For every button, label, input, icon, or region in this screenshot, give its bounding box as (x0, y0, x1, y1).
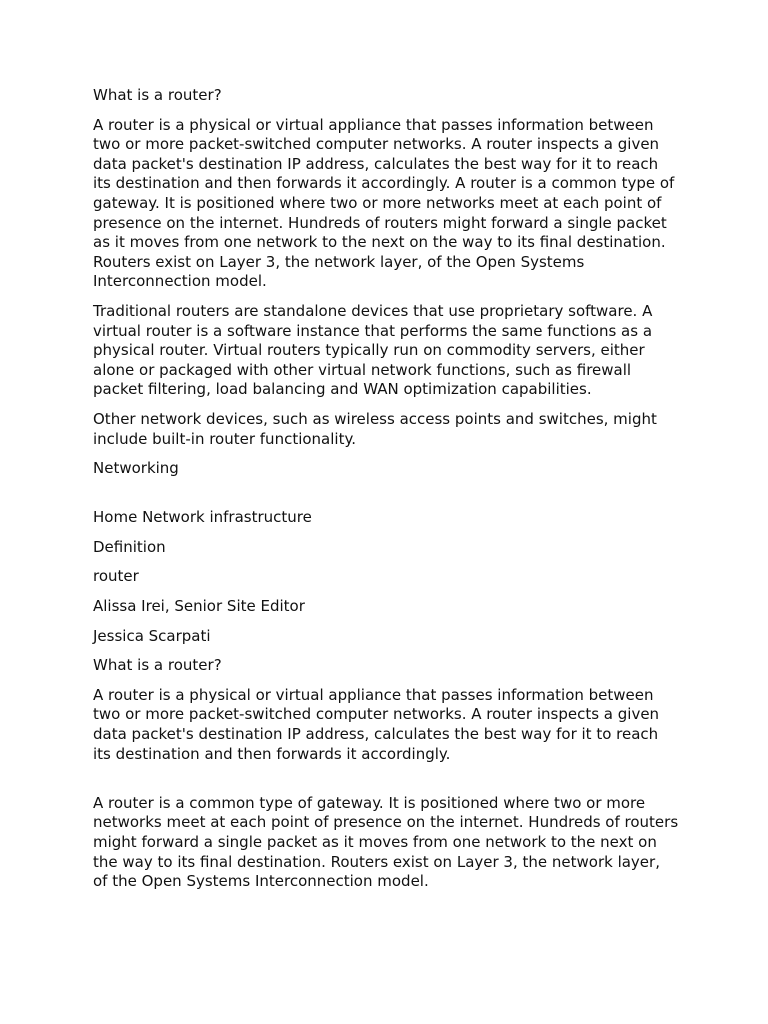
paragraph-gateway: A router is a common type of gateway. It is positioned where two or more networks meet at each point of presence on the internet. Hundreds of routers might forward a single packet as it moves from one network to the next on the way to its final destination. Routers exist on Layer 3, the network layer, of the Open Systems Interconnection model. (93, 793, 679, 891)
definition-label: Definition (93, 537, 166, 556)
paragraph-traditional-routers: Traditional routers are standalone devices that use proprietary software. A virtual router is a software instance that performs the same functions as a physical router. Virtual routers typically run on commodity servers, either alone or packaged with other virtual network functions, such as firewall packet filtering, load balancing and WAN optimization capabilities. (93, 301, 653, 399)
paragraph-router-definition: A router is a physical or virtual appliance that passes information between two or more packet-switched computer networks. A router inspects a given data packet's destination IP address, calculates the best way for it to reach its destination and then forwards it accordingly. A router is a common type of gateway. It is positioned where two or more networks meet at each point of presence on the internet. Hundreds of routers might forward a single packet as it moves from one network to the next on the way to its final destination. Routers exist on Layer 3, the network layer, of the Open Systems Interconnection model. (93, 115, 675, 291)
term-label: router (93, 567, 139, 586)
author-secondary: Jessica Scarpati (93, 626, 211, 645)
paragraph-router-definition-short: A router is a physical or virtual appliance that passes information between two or more packet-switched computer networks. A router inspects a given data packet's destination IP address, calculates the best way for it to reach its destination and then forwards it accordingly. (93, 685, 660, 763)
author-primary: Alissa Irei, Senior Site Editor (93, 597, 305, 616)
breadcrumb-home-network: Home Network infrastructure (93, 508, 312, 527)
category-label: Networking (93, 459, 179, 478)
heading-what-is-router: What is a router? (93, 86, 222, 104)
paragraph-other-devices: Other network devices, such as wireless access points and switches, might include built-in router functionality. (93, 409, 657, 448)
spacer (93, 489, 679, 509)
heading-what-is-router-repeat: What is a router? (93, 656, 222, 675)
spacer (93, 774, 679, 794)
document-page (93, 86, 679, 902)
